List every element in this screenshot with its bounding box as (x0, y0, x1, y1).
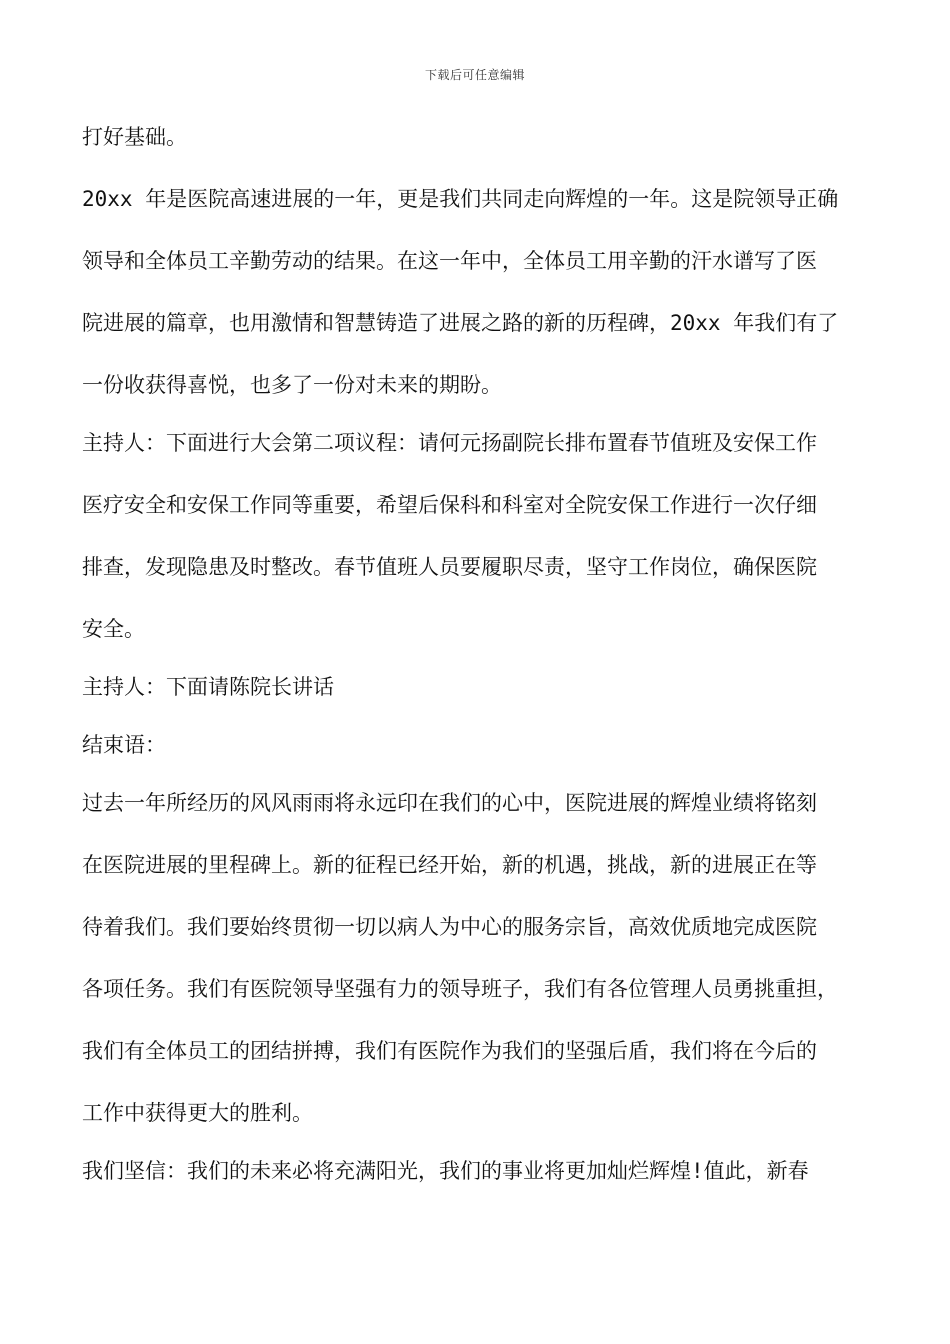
text-line: 各项任务。我们有医院领导坚强有力的领导班子，我们有各位管理人员勇挑重担， (82, 977, 838, 1001)
text-line: 安全。 (82, 617, 145, 641)
text-line: 医疗安全和安保工作同等重要，希望后保科和科室对全院安保工作进行一次仔细 (82, 493, 817, 517)
text-line: 打好基础。 (82, 125, 187, 149)
text-line: 我们有全体员工的团结拼搏，我们有医院作为我们的坚强后盾，我们将在今后的 (82, 1039, 817, 1063)
text-line: 排查，发现隐患及时整改。春节值班人员要履职尽责，坚守工作岗位，确保医院 (82, 555, 817, 579)
text-line: 我们坚信：我们的未来必将充满阳光，我们的事业将更加灿烂辉煌!值此，新春 (82, 1159, 809, 1183)
text-line: 主持人：下面进行大会第二项议程：请何元扬副院长排布置春节值班及安保工作 (82, 431, 817, 455)
page-header: 下载后可任意编辑 (424, 68, 525, 82)
text-line: 院进展的篇章，也用激情和智慧铸造了进展之路的新的历程碑，20xx 年我们有了 (82, 311, 839, 335)
text-line: 过去一年所经历的风风雨雨将永远印在我们的心中，医院进展的辉煌业绩将铭刻 (82, 791, 817, 815)
text-line: 一份收获得喜悦，也多了一份对未来的期盼。 (82, 373, 502, 397)
text-line: 在医院进展的里程碑上。新的征程已经开始，新的机遇，挑战，新的进展正在等 (82, 853, 817, 877)
text-line: 20xx 年是医院高速进展的一年，更是我们共同走向辉煌的一年。这是院领导正确 (82, 187, 839, 211)
text-line: 结束语： (82, 733, 166, 757)
text-line: 主持人：下面请陈院长讲话 (82, 675, 334, 699)
text-line: 待着我们。我们要始终贯彻一切以病人为中心的服务宗旨，高效优质地完成医院 (82, 915, 817, 939)
text-line: 工作中获得更大的胜利。 (82, 1101, 313, 1125)
document-body (82, 112, 872, 1208)
text-line: 领导和全体员工辛勤劳动的结果。在这一年中，全体员工用辛勤的汗水谱写了医 (82, 249, 817, 273)
